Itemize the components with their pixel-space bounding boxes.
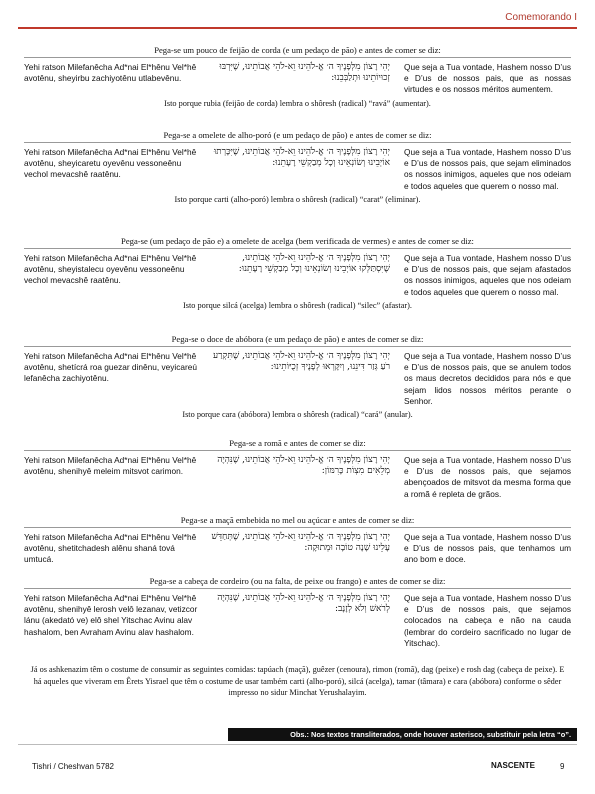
section-note: Isto porque silcá (acelga) lembra o shôresh (radical) “silec” (afastar).	[183, 300, 412, 310]
footer-rule	[18, 744, 577, 745]
blessing-section	[24, 45, 571, 109]
section-row	[24, 147, 571, 192]
section-row	[24, 351, 571, 407]
transliteration-text: Yehi ratson Milefanêcha Ad*nai El*hênu Vel*hê avotênu, shetícrá roa guezar dinênu, veyicareú lefanêcha zachiyotênu.	[24, 351, 197, 384]
hebrew-text: יְהִי רָצוֹן מִלְּפָנֶיךָ ה׳ אֱ-לֹהֵינוּ וֵא-לֹהֵי אֲבוֹתֵינוּ, שֶׁיִּרְבּוּ זְכוּיוֹתֵינוּ וּתְלַבְּבֵנוּ:	[219, 62, 390, 84]
portuguese-text: Que seja a Tua vontade, Hashem nosso D’us e D’us de nossos pais, que sejam eliminados os nossos inimigos, aqueles que nos odeiam e todos aqueles que querem o nosso mal.	[404, 147, 571, 191]
hebrew-text: יְהִי רָצוֹן מִלְּפָנֶיךָ ה׳ אֱ-לֹהֵינוּ וֵא-לֹהֵי אֲבוֹתֵינוּ, שֶׁיִּסְתַּלְּקוּ אוֹיְבֵינוּ וְשׂוֹנְאֵינוּ וְכָל מְבַקְשֵׁי רָעָתֵנוּ:	[238, 253, 390, 275]
transliteration-text: Yehi ratson Milefanêcha Ad*nai El*hênu Vel*hê avotênu, sheyicaretu oyevênu vessoneênu vechol mevacshê raatênu.	[24, 147, 197, 180]
blessing-section	[24, 334, 571, 420]
section-row	[24, 455, 571, 500]
portuguese-text: Que seja a Tua vontade, Hashem nosso D’us e D’us de nossos pais, que sejamos colocados na cabeça e não na cauda (lembrar do cordeiro sacrificado no lugar de Yitschac).	[404, 593, 571, 648]
footer-issue: Tishri / Cheshvan 5782	[32, 762, 114, 771]
section-row	[24, 593, 571, 649]
footer-logo: NASCENTE	[491, 761, 536, 770]
transliteration-text: Yehi ratson Milefanêcha Ad*nai El*hênu Vel*hê avotênu, sheyirbu zachiyotênu utlabevênu.	[24, 62, 197, 84]
portuguese-text: Que seja a Tua vontade, Hashem nosso D’us e D’us de nossos pais, que se anulem todos os maus decretos decididos para nós e que sejam lidos nossos méritos perante o Senhor.	[404, 351, 571, 406]
section-row	[24, 253, 571, 298]
blessing-section	[24, 576, 571, 649]
header-section-title: Comemorando I	[505, 12, 577, 23]
blessing-section	[24, 130, 571, 205]
blessing-section	[24, 438, 571, 500]
hebrew-text: יְהִי רָצוֹן מִלְּפָנֶיךָ ה׳ אֱ-לֹהֵינוּ וֵא-לֹהֵי אֲבוֹתֵינוּ, שֶׁתְּחַדֵּשׁ עָלֵינוּ שָׁנָה טוֹבָה וּמְתוּקָה:	[211, 532, 390, 554]
section-title: Pega-se o doce de abóbora (e um pedaço de pão) e antes de comer se diz:	[24, 334, 571, 347]
portuguese-text: Que seja a Tua vontade, Hashem nosso D’us e D’us de nossos pais, que sejam afastados os nossos inimigos, aqueles que nos odeiam e todos aqueles que querem o nosso mal.	[404, 253, 571, 297]
section-note: Isto porque rubia (feijão de corda) lembra o shôresh (radical) “ravá” (aumentar).	[164, 98, 431, 108]
page-number: 9	[560, 762, 565, 771]
hebrew-text: יְהִי רָצוֹן מִלְּפָנֶיךָ ה׳ אֱ-לֹהֵינוּ וֵא-לֹהֵי אֲבוֹתֵינוּ, שֶׁתִּקְרַע רֹעַ גְּזַר דִּינֵנוּ, וְיִקָּרְאוּ לְפָנֶיךָ זְכֻיּוֹתֵינוּ:	[213, 351, 390, 373]
portuguese-text: Que seja a Tua vontade, Hashem nosso D’us e D’us de nossos pais, que as nossas virtudes e os nossos méritos aumentem.	[404, 62, 571, 95]
transliteration-text: Yehi ratson Milefanêcha Ad*nai El*hênu Vel*hê avotênu, sheyistalecu oyevênu vessoneênu vechol mevacshê raatênu.	[24, 253, 197, 286]
transliteration-text: Yehi ratson Milefanêcha Ad*nai El*hênu Vel*hê avotênu, shenihyê meleim mitsvot carimon.	[24, 455, 197, 477]
section-note: Isto porque carti (alho-poró) lembra o shôresh (radical) “carat” (eliminar).	[174, 194, 421, 204]
portuguese-text: Que seja a Tua vontade, Hashem nosso D’us e D’us de nossos pais, que tenhamos um ano bom e doce.	[404, 532, 571, 565]
transliteration-text: Yehi ratson Milefanêcha Ad*nai El*hênu Vel*hê avotênu, shenihyê lerosh velô lezanav, vetizcor lánu (akedató ve) elô shel Yitschac Avinu alav hashalom, ben Avraham Avinu alav hashalom.	[24, 593, 198, 637]
section-note: Isto porque cara (abóbora) lembra o shôresh (radical) “cará” (anular).	[182, 410, 413, 420]
section-row	[24, 532, 571, 566]
blessing-section	[24, 236, 571, 311]
hebrew-text: יְהִי רָצוֹן מִלְּפָנֶיךָ ה׳ אֱ-לֹהֵינוּ וֵא-לֹהֵי אֲבוֹתֵינוּ, שֶׁנִּהְיֶה לְרֹאשׁ וְלֹא לְזָנָב:	[217, 593, 390, 615]
section-title: Pega-se (um pedaço de pão e) a omelete de acelga (bem verificada de vermes) e antes de comer se diz:	[24, 236, 571, 249]
section-title: Pega-se a cabeça de cordeiro (ou na falta, de peixe ou frango) e antes de comer se diz:	[24, 576, 571, 589]
section-row	[24, 62, 571, 96]
section-title: Pega-se um pouco de feijão de corda (e um pedaço de pão) e antes de comer se diz:	[24, 45, 571, 58]
observation-note: Obs.: Nos textos transliterados, onde houver asterisco, substituir pela letra “o”.	[228, 728, 577, 741]
hebrew-text: יְהִי רָצוֹן מִלְּפָנֶיךָ ה׳ אֱ-לֹהֵינוּ וֵא-לֹהֵי אֲבוֹתֵינוּ, שֶׁנִּהְיֶה מְלֵאִים מִצְוֹת כָּרִמּוֹן:	[217, 455, 390, 477]
closing-paragraph: Já os ashkenazim têm o costume de consumir as seguintes comidas: tapúach (maçã), guêzer (cenoura), rimon (romã), dag (peixe) e rosh dag (cabeça de peixe). E há aqueles que viveram em Êrets Yisrael que têm o costume de usar também carti (alho-poró), silcá (acelga), tamar (tâmara) e cara (abóbora) conforme o sêder impresso no sidur Minchat Yerushalayim.	[30, 665, 565, 698]
portuguese-text: Que seja a Tua vontade, Hashem nosso D’us e D’us de nossos pais, que sejamos abençoados de mitsvot da mesma forma que a romã é repleta de grãos.	[404, 455, 571, 499]
transliteration-text: Yehi ratson Milefanêcha Ad*nai El*hênu Vel*hê avotênu, shetitchadesh alênu shaná tová umtucá.	[24, 532, 197, 565]
header-rule	[18, 27, 577, 29]
section-title: Pega-se a romã e antes de comer se diz:	[24, 438, 571, 451]
section-title: Pega-se a omelete de alho-poró (e um pedaço de pão) e antes de comer se diz:	[24, 130, 571, 143]
section-title: Pega-se a maçã embebida no mel ou açúcar e antes de comer se diz:	[24, 515, 571, 528]
hebrew-text: יְהִי רָצוֹן מִלְּפָנֶיךָ ה׳ אֱ-לֹהֵינוּ וֵא-לֹהֵי אֲבוֹתֵינוּ, שֶׁיִּכָּרְתוּ אוֹיְבֵינוּ וְשׂוֹנְאֵינוּ וְכָל מְבַקְשֵׁי רָעָתֵנוּ:	[213, 147, 390, 169]
blessing-section	[24, 515, 571, 566]
